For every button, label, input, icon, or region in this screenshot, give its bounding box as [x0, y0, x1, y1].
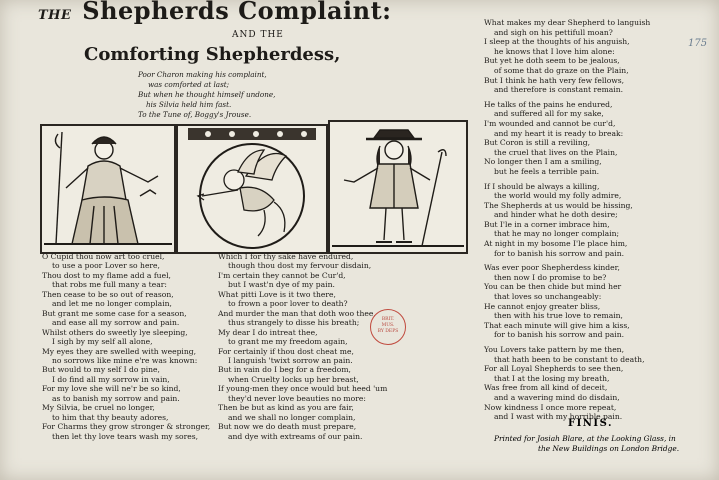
intro-line: Poor Charon making his complaint,: [138, 70, 267, 79]
library-stamp: [370, 309, 406, 345]
verse-line: Now kindness I once more repeat,: [484, 402, 617, 412]
verse-line: The Shepherds at us would be hissing,: [484, 200, 633, 210]
verse-line: Whilst others do sweetly lye sleeping,: [42, 327, 188, 337]
verse-line: for to banish his sorrow and pain.: [494, 330, 625, 340]
verse-line: no sorrows like mine e're was known:: [52, 355, 198, 365]
verse-line: they'd never love beauties no more:: [228, 393, 366, 403]
verse-line: At night in my bosome I'le place him,: [484, 239, 628, 249]
shepherd-figure-icon: [330, 122, 466, 252]
tune-line: To the Tune of, Boggy's Jrouse.: [138, 110, 252, 119]
verse-line: then with his true love to remain,: [494, 311, 623, 321]
woman-figure-woodcut: [40, 124, 176, 254]
verse-line: You Lovers take pattern by me then,: [484, 345, 624, 354]
verse-line: I languish 'twixt sorrow an pain.: [228, 355, 353, 365]
verse-line: Then be but as kind as you are fair,: [218, 403, 354, 413]
verse-line: For Charms they grow stronger & stronger,: [42, 422, 211, 432]
finis-mark: FINIS.: [568, 418, 613, 429]
cupid-icon: [178, 126, 326, 252]
verse-line: I sleep at the thoughts of his anguish,: [484, 37, 630, 47]
title-main: Shepherds Complaint:: [82, 0, 392, 25]
verse-line: O Cupid thou now art too cruel,: [42, 252, 165, 261]
verse-line: and a wavering mind do disdain,: [494, 392, 620, 402]
verse-line: when Cruelty locks up her breast,: [228, 374, 359, 384]
verse-column-middle: [218, 252, 387, 441]
verse-line: Was free from all kind of deceit,: [484, 383, 608, 393]
verse-line: Thou dost to my flame add a fuel,: [42, 270, 171, 280]
verse-line: and let me no longer complain,: [52, 299, 172, 309]
verse-line: No longer then I am a smiling,: [484, 157, 602, 167]
verse-line: that he may no longer complain;: [494, 229, 620, 239]
verse-line: For all Loyal Shepherds to see then,: [484, 364, 624, 374]
verse-line: and ease all my sorrow and pain.: [52, 318, 180, 328]
verse-line: that hath been to be constant to death,: [494, 354, 645, 364]
verse-line: And murder the man that doth woo thee,: [218, 308, 376, 318]
intro-line: was comforted at last;: [148, 80, 230, 89]
verse-line: and dye with extreams of our pain.: [228, 431, 363, 441]
verse-line: that loves so unchangeably:: [494, 292, 602, 302]
verse-line: and we shall no longer complain,: [228, 412, 356, 422]
verse-line: thus strangely to disse his breath;: [228, 318, 360, 328]
verse-line: But yet he doth seem to be jealous,: [484, 56, 620, 66]
verse-line: For my love she will ne'r be so kind,: [42, 384, 181, 394]
intro-line: his Silvia held him fast.: [146, 100, 232, 109]
verse-line: and I wast with my horrible pain.: [494, 412, 623, 422]
stamp-line: BY DEPS: [377, 329, 399, 334]
verse-line: and therefore is constant remain.: [494, 85, 624, 95]
verse-line: I'm wounded and cannot be cur'd,: [484, 118, 616, 128]
verse-line: the cruel that lives on the Plain,: [494, 147, 618, 157]
verse-line: But would to my self I do pine,: [42, 365, 160, 375]
verse-line: to him that thy beauty adores,: [52, 412, 169, 422]
verse-line: he knows that I love him alone:: [494, 46, 615, 56]
imprint-line: Printed for Josiah Blare, at the Looking Glass, in: [494, 434, 676, 443]
verse-line: Then cease to be so out of reason,: [42, 289, 174, 299]
verse-line: of some that do graze on the Plain,: [494, 65, 629, 75]
verse-line: What pitti Love is it two there,: [218, 289, 336, 299]
imprint-line: the New Buildings on London Bridge.: [538, 444, 680, 453]
verse-line: But grant me some case for a season,: [42, 308, 187, 318]
verse-line: For certainly if thou dost cheat me,: [218, 346, 354, 356]
ballad-title: [38, 0, 392, 25]
verse-line: Was ever poor Shepherdess kinder,: [484, 263, 620, 273]
verse-line: That each minute will give him a kiss,: [484, 320, 630, 330]
verse-line: Which I for thy sake have endured,: [218, 252, 354, 261]
title-article: THE: [38, 8, 72, 23]
verse-line: My dear I do intreat thee,: [218, 327, 318, 337]
woman-figure-icon: [42, 126, 174, 252]
verse-line: to use a poor Lover so here,: [52, 261, 160, 271]
verse-line: and my heart it is ready to break:: [494, 128, 624, 138]
intro-line: But when he thought himself undone,: [138, 90, 276, 99]
verse-line: You can be then chide but mind her: [484, 282, 622, 292]
verse-line: What makes my dear Shepherd to languish: [484, 18, 651, 27]
verse-line: My Silvia, be cruel no longer,: [42, 403, 155, 413]
stamp-line: BRIT.: [381, 317, 395, 322]
verse-line: but I wast'n dye of my pain.: [228, 280, 335, 290]
ballad-subtitle: Comforting Shepherdess,: [84, 44, 341, 65]
verse-line: But I'le in a corner imbrace him,: [484, 219, 610, 229]
verse-line: the world would my folly admire,: [494, 191, 622, 201]
verse-line: He cannot enjoy greater bliss,: [484, 301, 601, 311]
verse-line: I do find all my sorrow in vain,: [52, 374, 170, 384]
verse-line: But Coron is still a reviling,: [484, 138, 591, 148]
title-conjunction: AND THE: [232, 30, 284, 40]
verse-line: though thou dost my fervour disdain,: [228, 261, 372, 271]
verse-line: If young-men they once would but heed 'um: [218, 384, 388, 394]
verse-line: to frown a poor lover to death?: [228, 299, 348, 309]
stamp-line: MUS.: [381, 323, 395, 328]
verse-column-right: [484, 18, 650, 422]
verse-line: I'm certain they cannot be Cur'd,: [218, 270, 346, 280]
verse-line: and hinder what he doth desire;: [494, 210, 618, 220]
verse-line: and suffered all for my sake,: [494, 109, 604, 119]
folio-number: 175: [688, 38, 708, 49]
verse-line: But now we do death must prepare,: [218, 422, 357, 432]
verse-line: If I should be always a killing,: [484, 181, 600, 191]
verse-line: But I think he hath very few fellows,: [484, 75, 625, 85]
verse-line: for to banish his sorrow and pain.: [494, 248, 625, 258]
verse-line: then now I do promise to be?: [494, 272, 607, 282]
verse-line: but he feels a terrible pain.: [494, 166, 600, 176]
verse-line: But in vain do I beg for a freedom,: [218, 365, 351, 375]
verse-line: My eyes they are swelled with weeping,: [42, 346, 197, 356]
shepherd-figure-woodcut: [328, 120, 468, 254]
verse-line: that robs me full many a tear:: [52, 280, 167, 290]
cupid-woodcut: [176, 124, 328, 254]
verse-line: that I at the losing my breath,: [494, 373, 610, 383]
verse-line: He talks of the pains he endured,: [484, 99, 613, 109]
verse-line: then let thy love tears wash my sores,: [52, 431, 199, 441]
verse-line: I sigh by my self all alone,: [52, 337, 153, 347]
verse-line: and sigh on his pettifull moan?: [494, 27, 613, 37]
verse-column-left: [42, 252, 210, 441]
verse-line: as to banish my sorrow and pain.: [52, 393, 180, 403]
verse-line: to grant me my freedom again,: [228, 337, 348, 347]
